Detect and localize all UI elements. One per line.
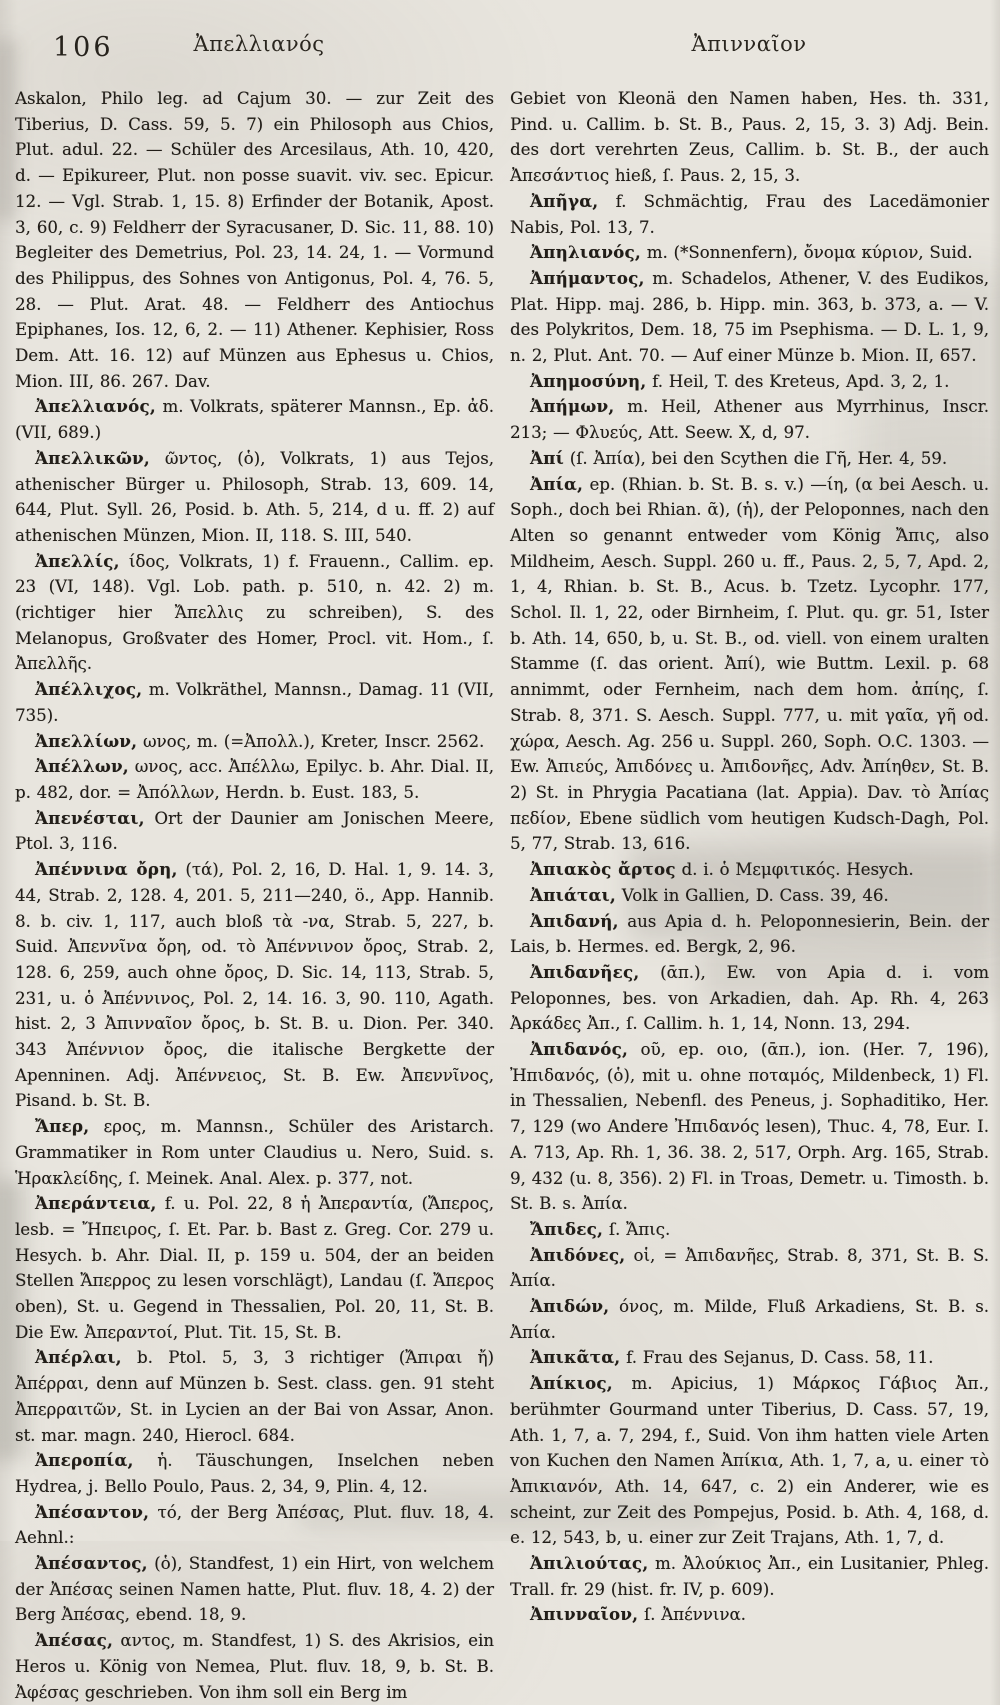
- dictionary-entry: [510, 472, 989, 858]
- entry-headword: Ἀπιδανός,: [530, 1039, 629, 1060]
- entry-text: (ὁ), Standfest, 1) ein Hirt, von welchem der Ἀπέσας seinen Namen hatte, Plut. fluv. 18, 4. 2) der Berg Ἀπέσας, ebend. 18, 9.: [15, 1554, 494, 1625]
- entry-text: ſ. Ἄπις.: [603, 1219, 671, 1239]
- entry-text: f. u. Pol. 22, 8 ἡ Ἀπεραντία, (Ἄπερος, lesb. = Ἤπειρος, ſ. Et. Par. b. Bast z. Greg. Cor. 279 u. Hesych. b. Ahr. Dial. II, p. 159 u. 504, der an beiden Stellen Ἄπερρος zu lesen vorschlägt), Landau (ſ. Ἄπερος oben), St. u. Gegend in Thessalien, Pol. 20, 11, St. B. Die Ew. Ἀπεραντοί, Plut. Tit. 15, St. B.: [15, 1194, 494, 1342]
- entry-headword: Ἀπιδανῆες,: [530, 961, 640, 982]
- entry-text: m. (*Sonnenfern), ὄνομα κύριον, Suid.: [640, 243, 973, 263]
- entry-headword: Ἀπιδανή,: [530, 910, 619, 931]
- entry-text: m. Ἀλούκιος Ἀπ., ein Lusitanier, Phleg. Trall. fr. 29 (hist. fr. IV, p. 609).: [510, 1554, 989, 1599]
- entry-text: οἱ, = Ἀπιδανῆες, Strab. 8, 371, St. B. S. Ἀπία.: [510, 1245, 989, 1291]
- entry-headword: Ἀπέσαντος,: [35, 1553, 148, 1574]
- entry-headword: Ἀπήμαντος,: [530, 267, 645, 288]
- entry-text: b. Ptol. 5, 3, 3 richtiger (Ἄπιραι ἤ) Ἀπέρραι, denn auf Münzen b. Sest. class. gen. 91 steht Ἀπερραιτῶν, St. in Lycien an der Bai von Assar, Anon. st. mar. magn. 240, Hierocl. 684.: [15, 1348, 494, 1445]
- entry-text: m. Apicius, 1) Μάρκος Γάβιος Ἀπ., berühmter Gourmand unter Tiberius, D. Cass. 57, 19, Ath. 1, 7, a. 7, 294, f., Suid. Von ihm hatten viele Arten von Kuchen den Namen Ἀπίκια, Ath. 1, 7, a, u. einer τὸ Ἀπικιανόν, Ath. 14, 647, c. 2) ein Anderer, wie es scheint, zur Zeit des Pompejus, Posid. b. Ath. 4, 168, d. e. 12, 543, b, u. einer zur Zeit Trajans, Ath. 1, 7, d.: [510, 1374, 989, 1548]
- entry-text: Ort der Daunier am Jonischen Meere, Ptol. 3, 116.: [15, 808, 494, 854]
- entry-headword: Ἀπέσας,: [35, 1630, 114, 1651]
- entry-headword: Ἀπέλλων,: [35, 756, 129, 777]
- dictionary-entry: [510, 1551, 989, 1602]
- dictionary-entry: [510, 1345, 989, 1371]
- dictionary-entry: [15, 754, 494, 805]
- dictionary-entry: [15, 1448, 494, 1499]
- entry-text: m. Volkrats, späterer Mannsn., Ep. ἀδ. (VII, 689.): [15, 397, 494, 443]
- running-head-right: Ἀπινναῖον: [691, 32, 807, 56]
- dictionary-entry: [510, 883, 989, 909]
- entry-text: ep. (Rhian. b. St. B. s. v.) —ίη, (α bei Aesch. u. Soph., doch bei Rhian. ᾶ), (ἡ), der Peloponnes, nach den Alten so genannt entweder vom König Ἄπις, also Mildheim, Aesch. Suppl. 260 u. ff., Paus. 2, 5, 7, Apd. 2, 1, 4, Rhian. b. St. B., Acus. b. Tzetz. Lycophr. 177, Schol. Il. 1, 22, oder Birnheim, ſ. Plut. qu. gr. 51, Ister b. Ath. 14, 650, b, u. St. B., od. viell. von einem uralten Stamme (ſ. das orient. Ἀπί), wie Buttm. Lexil. p. 68 annimmt, oder Fernheim, nach dem hom. ἀπίης, ſ. Strab. 8, 371. S. Aesch. Suppl. 777, u. mit γαῖα, γῆ od. χώρα, Aesch. Ag. 256 u. Suppl. 260, Soph. O.C. 1303. — Ew. Ἀπιεύς, Ἀπιδόνες u. Ἀπιδονῆες, Adv. Ἀπίηθεν, St. B. 2) St. in Phrygia Pacatiana (lat. Appia). Dav. τὸ Ἀπίας πεδίον, Ebene südlich vom heutigen Kudsch-Dagh, Pol. 5, 77, Strab. 13, 616.: [510, 474, 989, 854]
- entry-headword: Ἀπῆγα,: [530, 190, 599, 211]
- page-header: [15, 24, 990, 80]
- entry-text: (ſ. Ἀπία), bei den Scythen die Γῆ, Her. 4, 59.: [563, 448, 948, 468]
- dictionary-entry: [15, 1628, 494, 1705]
- entry-headword: Ἀπελλιανός,: [35, 396, 156, 417]
- entry-headword: Ἀπίκιος,: [530, 1373, 613, 1394]
- entry-headword: Ἀπιλιούτας,: [530, 1553, 649, 1574]
- entry-text: ἡ. Täuschungen, Inselchen neben Hydrea, j. Bello Poulo, Paus. 2, 34, 9, Plin. 4, 12.: [15, 1451, 494, 1496]
- entry-headword: Ἀπικᾶτα,: [530, 1347, 621, 1368]
- entry-headword: Ἀπέρλαι,: [35, 1347, 122, 1368]
- running-head-left: Ἀπελλιανός: [193, 32, 325, 56]
- dictionary-entry: [510, 446, 989, 472]
- dictionary-entry: [510, 1371, 989, 1551]
- entry-headword: Ἀπελλίς,: [35, 550, 120, 571]
- entry-text: m. Heil, Athener aus Myrrhinus, Inscr. 213; — Φλυεύς, Att. Seew. X, d, 97.: [510, 397, 989, 443]
- entry-text: d. i. ὁ Μεμφιτικός. Hesych.: [675, 860, 914, 880]
- entry-headword: Ἀπεράντεια,: [35, 1193, 157, 1214]
- entry-text: f. Schmächtig, Frau des Lacedämonier Nabis, Pol. 13, 7.: [510, 191, 989, 237]
- dictionary-entry: [15, 1345, 494, 1448]
- entry-text: όνος, m. Milde, Fluß Arkadiens, St. B. s. Ἀπία.: [510, 1297, 989, 1342]
- dictionary-entry: [15, 806, 494, 857]
- page-number: 106: [53, 32, 114, 63]
- entry-text: ſ. Ἀπέννινα.: [638, 1605, 746, 1625]
- dictionary-entry: [510, 1602, 989, 1628]
- dictionary-entry: [510, 857, 989, 883]
- dictionary-entry: [15, 729, 494, 755]
- dictionary-entry: [510, 394, 989, 445]
- dictionary-entry: [510, 1217, 989, 1243]
- dictionary-entry: [15, 1500, 494, 1551]
- entry-text: f. Frau des Sejanus, D. Cass. 58, 11.: [620, 1348, 934, 1368]
- entry-headword: Ἀπία,: [530, 473, 584, 494]
- dictionary-entry: [15, 86, 494, 394]
- entry-text: ωνος, acc. Ἀπέλλω, Epilyc. b. Ahr. Dial. II, p. 482, dor. = Ἀπόλλων, Herdn. b. Eust. 183, 5.: [15, 757, 494, 802]
- entry-text: τό, der Berg Ἀπέσας, Plut. fluv. 18, 4. Aehnl.:: [15, 1502, 494, 1548]
- dictionary-entry: [15, 1191, 494, 1345]
- dictionary-entry: [510, 909, 989, 960]
- entry-headword: Ἀπιδών,: [530, 1296, 610, 1317]
- entry-text: Gebiet von Kleonä den Namen haben, Hes. th. 331, Pind. u. Callim. b. St. B., Paus. 2, 15, 3. 3) Adj. Bein. des dort verehrten Zeus, Callim. b. St. B., der auch Ἀπεσάντιος hieß, ſ. Paus. 2, 15, 3.: [510, 89, 989, 186]
- entry-headword: Ἀπέσαντον,: [35, 1501, 150, 1522]
- entry-text: ωνος, m. (=Ἀπολλ.), Kreter, Inscr. 2562.: [137, 731, 485, 751]
- dictionary-entry: [510, 369, 989, 395]
- entry-text: ερος, m. Mannsn., Schüler des Aristarch. Grammatiker in Rom unter Claudius u. Nero, Suid. s. Ἡρακλείδης, ſ. Meinek. Anal. Alex. p. 377, not.: [15, 1117, 494, 1188]
- dictionary-entry: [510, 266, 989, 369]
- entry-text: οῦ, ep. οιο, (ᾱπ.), ion. (Her. 7, 196), Ἠπιδανός, (ὁ), mit u. ohne ποταμός, Mildenbeck, 1) Fl. in Thessalien, Nebenfl. des Peneus, j. Sophaditiko, Her. 7, 129 (wo Andere Ἠπιδανός lesen), Thuc. 4, 78, Eur. I. A. 713, Ap. Rh. 1, 36. 38. 2, 517, Orph. Arg. 165, Strab. 9, 432 (u. 8, 356). 2) Fl. in Troas, Demetr. u. Timosth. b. St. B. s. Ἀπία.: [510, 1040, 989, 1214]
- dictionary-entry: [15, 1114, 494, 1191]
- text-columns: [15, 86, 990, 1705]
- entry-headword: Ἄπερ,: [35, 1116, 90, 1137]
- entry-headword: Ἀπέλλιχος,: [35, 679, 143, 700]
- dictionary-entry: [15, 1551, 494, 1628]
- entry-text: m. Schadelos, Athener, V. des Eudikos, Plat. Hipp. maj. 286, b. Hipp. min. 363, b. 373, a. — V. des Polykritos, Dem. 18, 75 im Psephisma. — D. L. 1, 9, n. 2, Plut. Ant. 70. — Auf einer Münze b. Mion. II, 657.: [510, 268, 989, 366]
- entry-headword: Ἄπιδες,: [530, 1218, 604, 1239]
- entry-text: Volk in Gallien, D. Cass. 39, 46.: [615, 885, 889, 905]
- entry-text: f. Heil, T. des Kreteus, Apd. 3, 2, 1.: [646, 371, 950, 391]
- entry-headword: Ἀπέννινα ὄρη,: [35, 859, 178, 880]
- entry-headword: Ἀπιακὸς ἄρτος: [530, 859, 676, 880]
- entry-text: (τά), Pol. 2, 16, D. Hal. 1, 9. 14. 3, 44, Strab. 2, 128. 4, 201. 5, 211—240, ö., App. Hannib. 8. b. civ. 1, 117, auch bloß τὰ -να, Strab. 5, 227, b. Suid. Ἀπεννῖνα ὄρη, od. τὸ Ἀπέννινον ὄρος, Strab. 2, 128. 6, 259, auch ohne ὄρος, D. Sic. 14, 113, Strab. 5, 231, u. ὁ Ἀπέννινος, Pol. 2, 14. 16. 3, 90. 110, Agath. hist. 2, 3 Ἀπινναῖον ὄρος, b. St. B. u. Dion. Per. 340. 343 Ἀπέννιον ὄρος, die italische Bergkette der Apenninen. Adj. Ἀπέννειος, St. B. Ew. Ἀπεννῖνος, Pisand. b. St. B.: [15, 860, 494, 1111]
- entry-text: aus Apia d. h. Peloponnesierin, Bein. der Lais, b. Hermes. ed. Bergk, 2, 96.: [510, 911, 989, 957]
- entry-text: αντος, m. Standfest, 1) S. des Akrisios, ein Heros u. König von Nemea, Plut. fluv. 18, 9, b. St. B. Ἀφέσας geschrieben. Von ihm soll ein Berg im: [15, 1631, 494, 1702]
- column-right: [510, 86, 989, 1705]
- dictionary-entry: [510, 1037, 989, 1217]
- entry-text: ίδος, Volkrats, 1) f. Frauenn., Callim. ep. 23 (VI, 148). Vgl. Lob. path. p. 510, n. 42. 2) m. (richtiger hier Ἄπελλις zu schreiben), S. des Melanopus, Großvater des Homer, Procl. vit. Hom., ſ. Ἀπελλῆς.: [15, 551, 494, 674]
- dictionary-entry: [510, 1294, 989, 1345]
- dictionary-entry: [15, 857, 494, 1114]
- dictionary-entry: [15, 446, 494, 549]
- entry-headword: Ἀπινναῖον,: [530, 1604, 639, 1625]
- entry-headword: Ἀπήμων,: [530, 396, 615, 417]
- entry-text: m. Volkräthel, Mannsn., Damag. 11 (VII, 735).: [15, 680, 494, 725]
- entry-headword: Ἀπιάται,: [530, 884, 616, 905]
- dictionary-entry: [15, 394, 494, 445]
- entry-text: Askalon, Philo leg. ad Cajum 30. — zur Zeit des Tiberius, D. Cass. 59, 5. 7) ein Philosoph aus Chios, Plut. adul. 22. — Schüler des Arcesilaus, Ath. 10, 420, d. — Epikureer, Plut. non posse suavit. viv. sec. Epicur. 12. — Vgl. Strab. 1, 15. 8) Erfinder der Botanik, Apost. 3, 60, c. 9) Feldherr der Syracusaner, D. Sic. 11, 88. 10) Begleiter des Demetrius, Pol. 23, 14. 24, 1. — Vormund des Philippus, des Sohnes von Antigonus, Pol. 4, 76. 5, 28. — Plut. Arat. 48. — Feldherr des Antiochus Epiphanes, Ios. 12, 6, 2. — 11) Athener. Kephisier, Ross Dem. Att. 16. 12) auf Münzen aus Ephesus u. Chios, Mion. III, 86. 267. Dav.: [15, 89, 494, 391]
- entry-headword: Ἀπημοσύνη,: [530, 370, 647, 391]
- entry-headword: Ἀπεροπία,: [35, 1450, 134, 1471]
- entry-headword: Ἀπελλίων,: [35, 730, 138, 751]
- dictionary-entry: [510, 1243, 989, 1294]
- entry-headword: Ἀπελλικῶν,: [35, 447, 150, 468]
- entry-text: ῶντος, (ὁ), Volkrats, 1) aus Tejos, athenischer Bürger u. Philosoph, Strab. 13, 609. 14, 644, Plut. Syll. 26, Posid. b. Ath. 5, 214, d u. ff. 2) auf athenischen Münzen, Mion. II, 118. S. III, 540.: [15, 448, 494, 545]
- dictionary-entry: [510, 240, 989, 266]
- entry-headword: Ἀπιδόνες,: [530, 1244, 626, 1265]
- column-left: [15, 86, 494, 1705]
- dictionary-entry: [510, 189, 989, 240]
- entry-headword: Ἀπενέσται,: [35, 807, 145, 828]
- dictionary-entry: [15, 677, 494, 728]
- dictionary-entry: [15, 549, 494, 678]
- entry-headword: Ἀπί: [530, 447, 564, 468]
- entry-text: (ᾱπ.), Ew. von Apia d. i. vom Peloponnes, bes. von Arkadien, dah. Ap. Rh. 4, 263 Ἀρκάδες Ἀπ., ſ. Callim. h. 1, 14, Nonn. 13, 294.: [510, 962, 989, 1034]
- dictionary-entry: [510, 960, 989, 1037]
- dictionary-entry: [510, 86, 989, 189]
- entry-headword: Ἀπηλιανός,: [530, 242, 641, 263]
